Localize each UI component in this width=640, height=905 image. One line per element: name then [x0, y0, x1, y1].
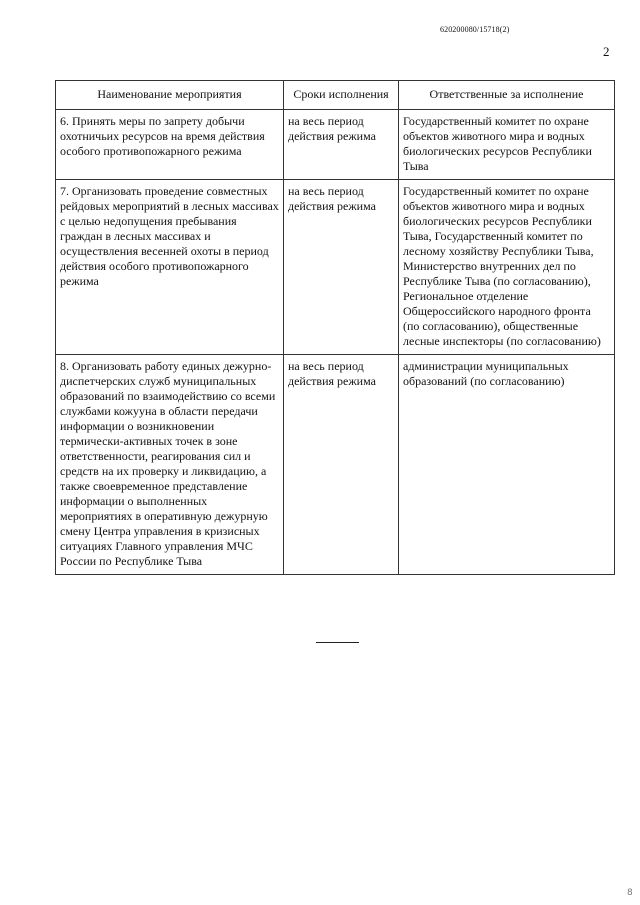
measure-name-cell: 6. Принять меры по запрету добычи охотничьих ресурсов на время действия особого противопожарного режима [56, 110, 284, 180]
column-header-deadline: Сроки исполнения [284, 81, 399, 110]
end-of-document-rule [316, 642, 359, 643]
measures-table [55, 80, 615, 575]
table-row [56, 355, 615, 575]
table-row [56, 110, 615, 180]
column-header-name: Наименование мероприятия [56, 81, 284, 110]
responsible-cell: Государственный комитет по охране объектов животного мира и водных биологических ресурсов Республики Тыва, Государственный комитет по лесному хозяйству Республики Тыва, Министерство внутренних дел по Республике Тыва (по согласованию), Региональное отделение Общероссийского народного фронта (по согласованию), общественные лесные инспекторы (по согласованию) [399, 180, 615, 355]
deadline-cell: на весь период действия режима [284, 110, 399, 180]
column-header-responsible: Ответственные за исполнение [399, 81, 615, 110]
measure-name-cell: 7. Организовать проведение совместных рейдовых мероприятий в лесных массивах с целью недопущения пребывания граждан в лесных массивах и осуществления весенней охоты в период действия особого противопожарного режима [56, 180, 284, 355]
table-header-row [56, 81, 615, 110]
measure-name-cell: 8. Организовать работу единых дежурно-диспетчерских служб муниципальных образований по взаимодействию со всеми службами кожууна в области передачи информации о возникновении термически-активных точек в зоне ответственности, реагирования сил и средств на их проверку и ликвидацию, а также своевременное представление информации о выполненных мероприятиях в оперативную дежурную смену Центра управления в кризисных ситуациях Главного управления МЧС России по Республике Тыва [56, 355, 284, 575]
deadline-cell: на весь период действия режима [284, 180, 399, 355]
responsible-cell: Государственный комитет по охране объектов животного мира и водных биологических ресурсов Республики Тыва [399, 110, 615, 180]
responsible-cell: администрации муниципальных образований (по согласованию) [399, 355, 615, 575]
table-row [56, 180, 615, 355]
page-number: 2 [603, 44, 610, 59]
deadline-cell: на весь период действия режима [284, 355, 399, 575]
corner-mark: 8 [627, 888, 633, 898]
document-code: 620200080/15718(2) [440, 25, 510, 34]
